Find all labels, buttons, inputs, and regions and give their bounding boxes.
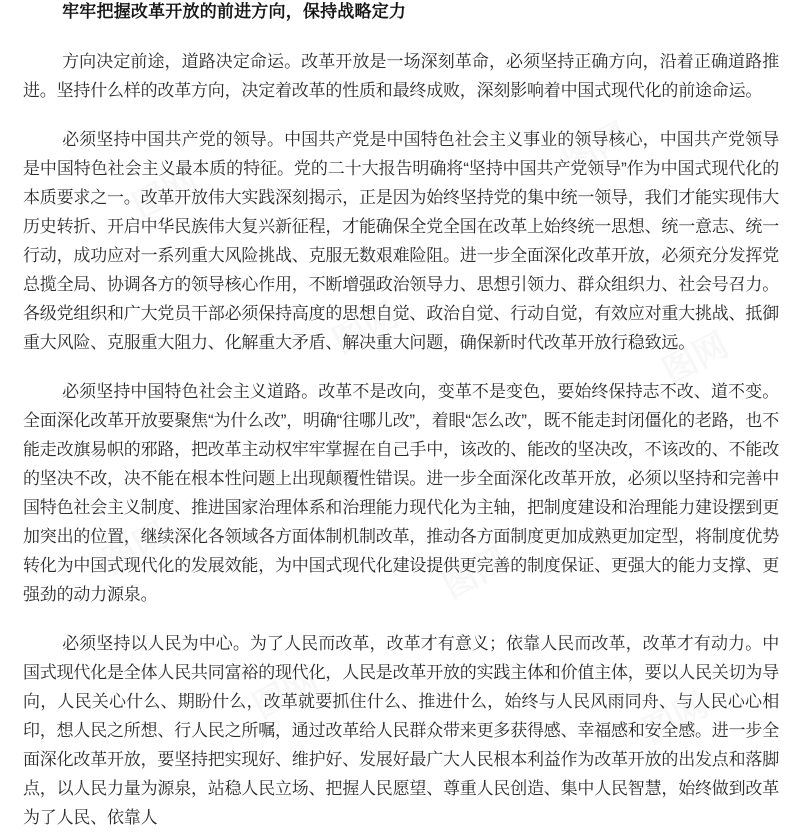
article-body (23, 1, 779, 832)
paragraph-uphold-party-leadership: 必须坚持中国共产党的领导。中国共产党是中国特色社会主义事业的领导核心，中国共产党领导是中国特色社会主义最本质的特征。党的二十大报告明确将“坚持中国共产党领导”作为中国式现代化的本质要求之一。改革开放伟大实践深刻揭示，正是因为始终坚持党的集中统一领导，我们才能实现伟大历史转折、开启中华民族伟大复兴新征程，才能确保全党全国在改革上始终统一思想、统一意志、统一行动，成功应对一系列重大风险挑战、克服无数艰难险阻。进一步全面深化改革开放，必须充分发挥党总揽全局、协调各方的领导核心作用，不断增强政治领导力、思想引领力、群众组织力、社会号召力。各级党组织和广大党员干部必须保持高度的思想自觉、政治自觉、行动自觉，有效应对重大挑战、抵御重大风险、克服重大阻力、化解重大矛盾、解决重大问题，确保新时代改革开放行稳致远。 (23, 130, 779, 352)
paragraph-direction-decides-future: 方向决定前途，道路决定命运。改革开放是一场深刻革命，必须坚持正确方向，沿着正确道路推进。坚持什么样的改革方向，决定着改革的性质和最终成败，深刻影响着中国式现代化的前途命运。 (23, 52, 779, 100)
document-page (0, 1, 800, 827)
paragraph-uphold-socialist-path: 必须坚持中国特色社会主义道路。改革不是改向，变革不是变色，要始终保持志不改、道不变。全面深化改革开放要聚焦“为什么改”，明确“往哪儿改”，着眼“怎么改”，既不能走封闭僵化的老路，也不能走改旗易帜的邪路，把改革主动权牢牢掌握在自己手中，该改的、能改的坚决改，不该改的、不能改的坚决不改，决不能在根本性问题上出现颠覆性错误。进一步全面深化改革开放，必须以坚持和完善中国特色社会主义制度、推进国家治理体系和治理能力现代化为主轴，把制度建设和治理能力建设摆到更加突出的位置，继续深化各领域各方面体制机制改革，推动各方面制度更加成熟更加定型，将制度优势转化为中国式现代化的发展效能，为中国式现代化建设提供更完善的制度保证、更强大的能力支撑、更强劲的动力源泉。 (23, 382, 779, 604)
document-title: 牢牢把握改革开放的前进方向，保持战略定力 (62, 2, 407, 21)
paragraph-people-centered: 必须坚持以人民为中心。为了人民而改革，改革才有意义；依靠人民而改革，改革才有动力。中国式现代化是全体人民共同富裕的现代化，人民是改革开放的实践主体和价值主体，要以人民关切为导向，人民关心什么、期盼什么，改革就要抓住什么、推进什么，始终与人民风雨同舟、与人民心心相印，想人民之所想、行人民之所嘱，通过改革给人民群众带来更多获得感、幸福感和安全感。进一步全面深化改革开放，要坚持把实现好、维护好、发展好最广大人民根本利益作为改革开放的出发点和落脚点，以人民力量为源泉，站稳人民立场、把握人民愿望、尊重人民创造、集中人民智慧，始终做到改革为了人民、依靠人 (23, 634, 779, 827)
